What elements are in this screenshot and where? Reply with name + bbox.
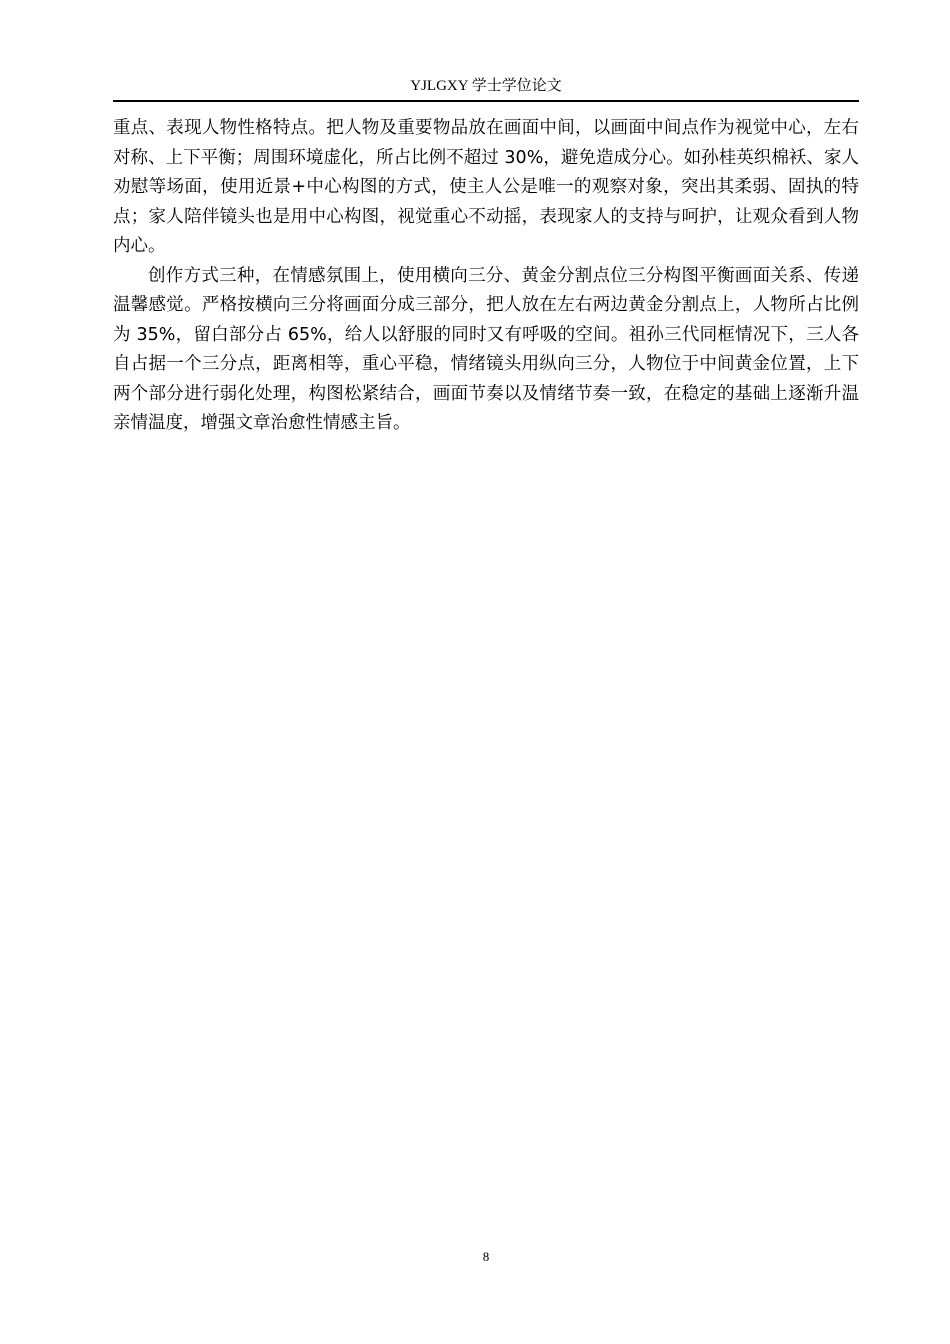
header-rule: [113, 100, 859, 102]
body-text: [113, 114, 859, 439]
page-number: 8: [482, 1249, 490, 1264]
paragraph-continued: 重点、表现人物性格特点。把人物及重要物品放在画面中间，以画面中间点作为视觉中心，左右对称、上下平衡；周围环境虚化，所占比例不超过 30%，避免造成分心。如孙桂英织棉袄、家人劝慰等场面，使用近景+中心构图的方式，使主人公是唯一的观察对象，突出其柔弱、固执的特点；家人陪伴镜头也是用中心构图，视觉重心不动摇，表现家人的支持与呵护，让观众看到人物内心。: [113, 118, 859, 256]
running-header: YJLGXY 学士学位论文: [410, 78, 562, 94]
paragraph: 创作方式三种，在情感氛围上，使用横向三分、黄金分割点位三分构图平衡画面关系、传递温馨感觉。严格按横向三分将画面分成三部分，把人放在左右两边黄金分割点上，人物所占比例为 35%，留白部分占 65%，给人以舒服的同时又有呼吸的空间。祖孙三代同框情况下，三人各自占据一个三分点，距离相等，重心平稳，情绪镜头用纵向三分，人物位于中间黄金位置，上下两个部分进行弱化处理，构图松紧结合，画面节奏以及情绪节奏一致，在稳定的基础上逐渐升温亲情温度，增强文章治愈性情感主旨。: [113, 265, 859, 433]
